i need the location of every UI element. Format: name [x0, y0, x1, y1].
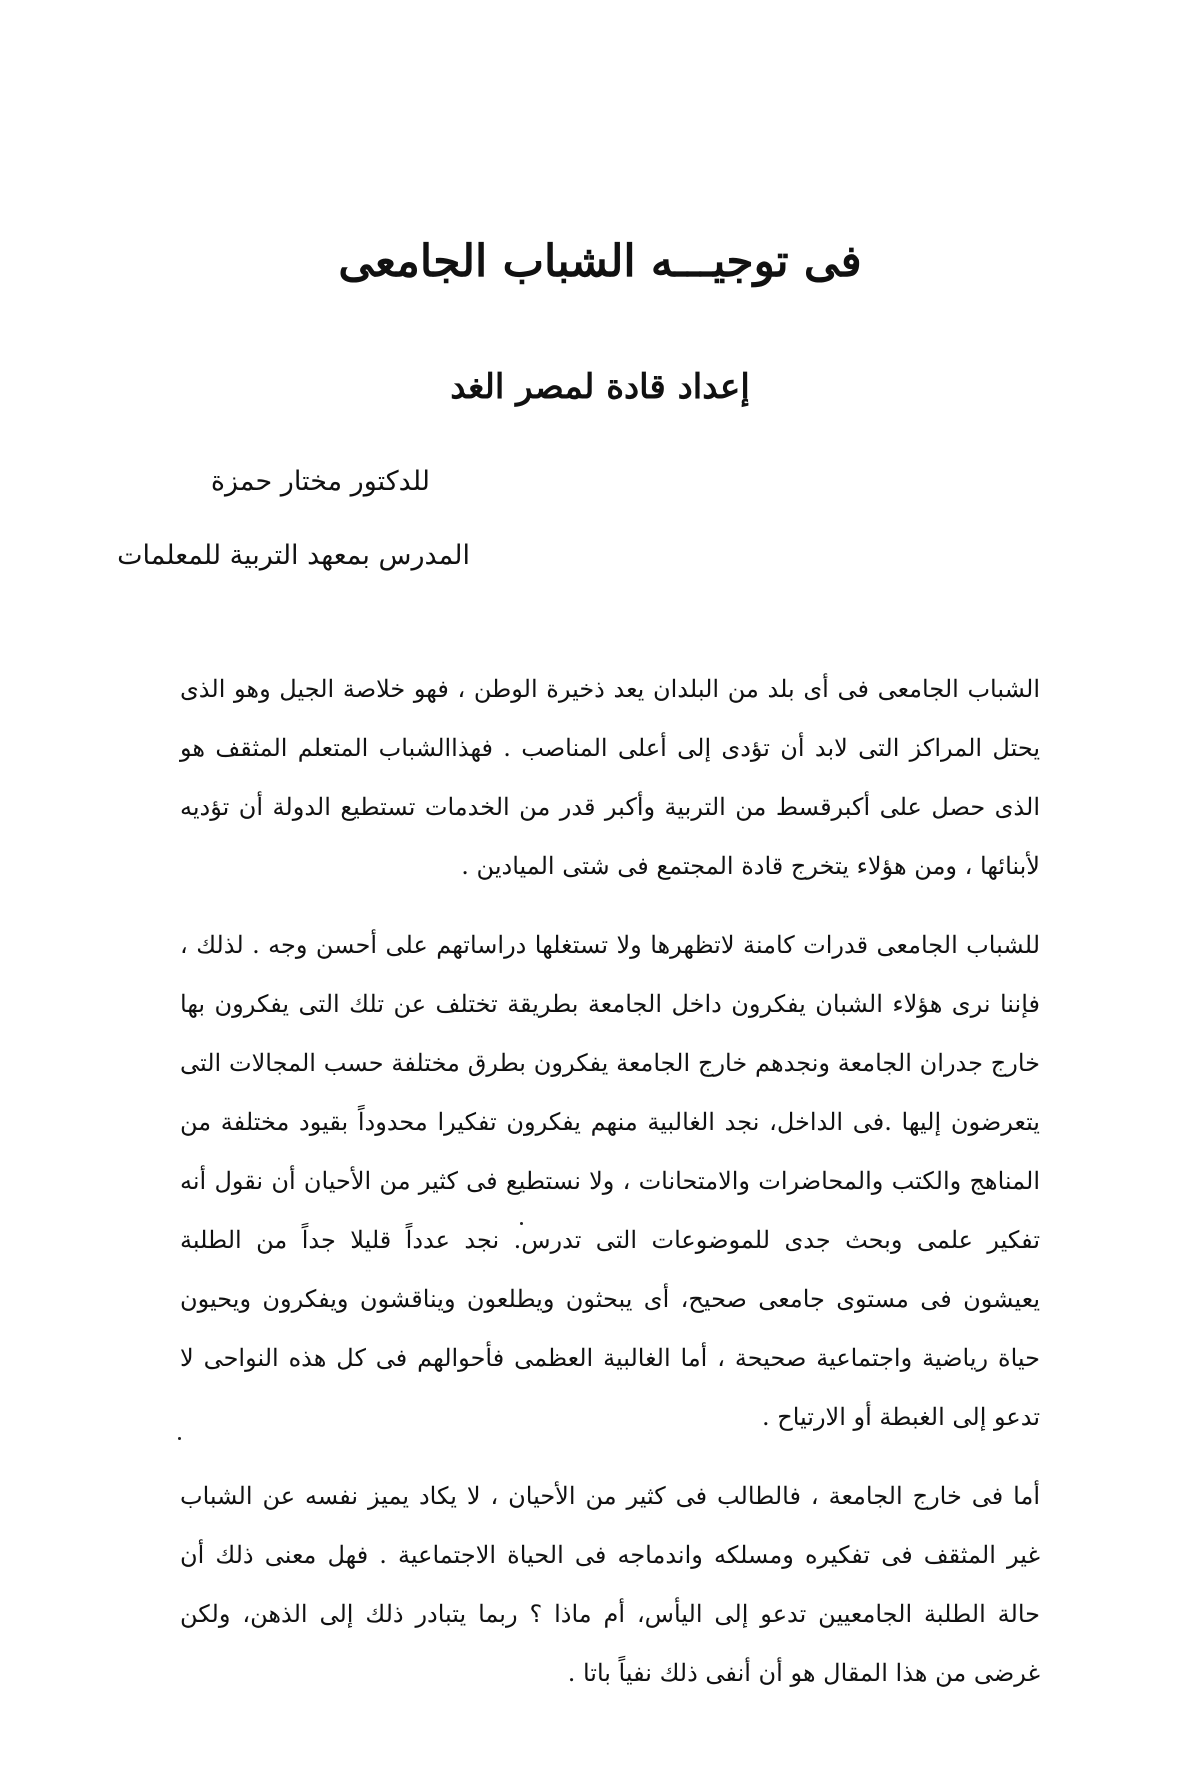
author-name: للدكتور مختار حمزة: [210, 466, 430, 497]
article-body: [180, 660, 1040, 1723]
scan-speck: [520, 1222, 523, 1225]
article-title: فى توجيـــه الشباب الجامعى: [338, 236, 862, 287]
paragraph-2: للشباب الجامعى قدرات كامنة لاتظهرها ولا تستغلها دراساتهم على أحسن وجه . لذلك ، فإننا نرى هؤلاء الشبان يفكرون داخل الجامعة بطريقة تختلف عن تلك التى يفكرون بها خارج جدران الجامعة ونجدهم خارج الجامعة يفكرون بطرق مختلفة حسب المجالات التى يتعرضون إليها .فى الداخل، نجد الغالبية منهم يفكرون تفكيرا محدوداً بقيود مختلفة من المناهج والكتب والمحاضرات والامتحانات ، ولا نستطيع فى كثير من الأحيان أن نقول أنه تفكير علمى وبحث جدى للموضوعات التى تدرس. نجد عدداً قليلا جداً من الطلبة يعيشون فى مستوى جامعى صحيح، أى يبحثون ويطلعون ويناقشون ويفكرون ويحيون حياة رياضية واجتماعية صحيحة ، أما الغالبية العظمى فأحوالهم فى كل هذه النواحى لا تدعو إلى الغبطة أو الارتياح .: [180, 931, 1041, 1431]
author-affiliation: المدرس بمعهد التربية للمعلمات: [117, 540, 470, 571]
scan-speck: [178, 1437, 181, 1440]
paragraph-1: الشباب الجامعى فى أى بلد من البلدان يعد ذخيرة الوطن ، فهو خلاصة الجيل وهو الذى يحتل المراكز التى لابد أن تؤدى إلى أعلى المناصب . فهذاالشباب المتعلم المثقف هو الذى حصل على أكبرقسط من التربية وأكبر قدر من الخدمات تستطيع الدولة أن تؤديه لأبنائها ، ومن هؤلاء يتخرج قادة المجتمع فى شتى الميادين .: [180, 675, 1040, 880]
paragraph-3: أما فى خارج الجامعة ، فالطالب فى كثير من الأحيان ، لا يكاد يميز نفسه عن الشباب غير المثقف فى تفكيره ومسلكه واندماجه فى الحياة الاجتماعية . فهل معنى ذلك أن حالة الطلبة الجامعيين تدعو إلى اليأس، أم ماذا ؟ ربما يتبادر ذلك إلى الذهن، ولكن غرضى من هذا المقال هو أن أنفى ذلك نفياً باتا .: [180, 1482, 1040, 1687]
article-subtitle: إعداد قادة لمصر الغد: [450, 367, 750, 407]
